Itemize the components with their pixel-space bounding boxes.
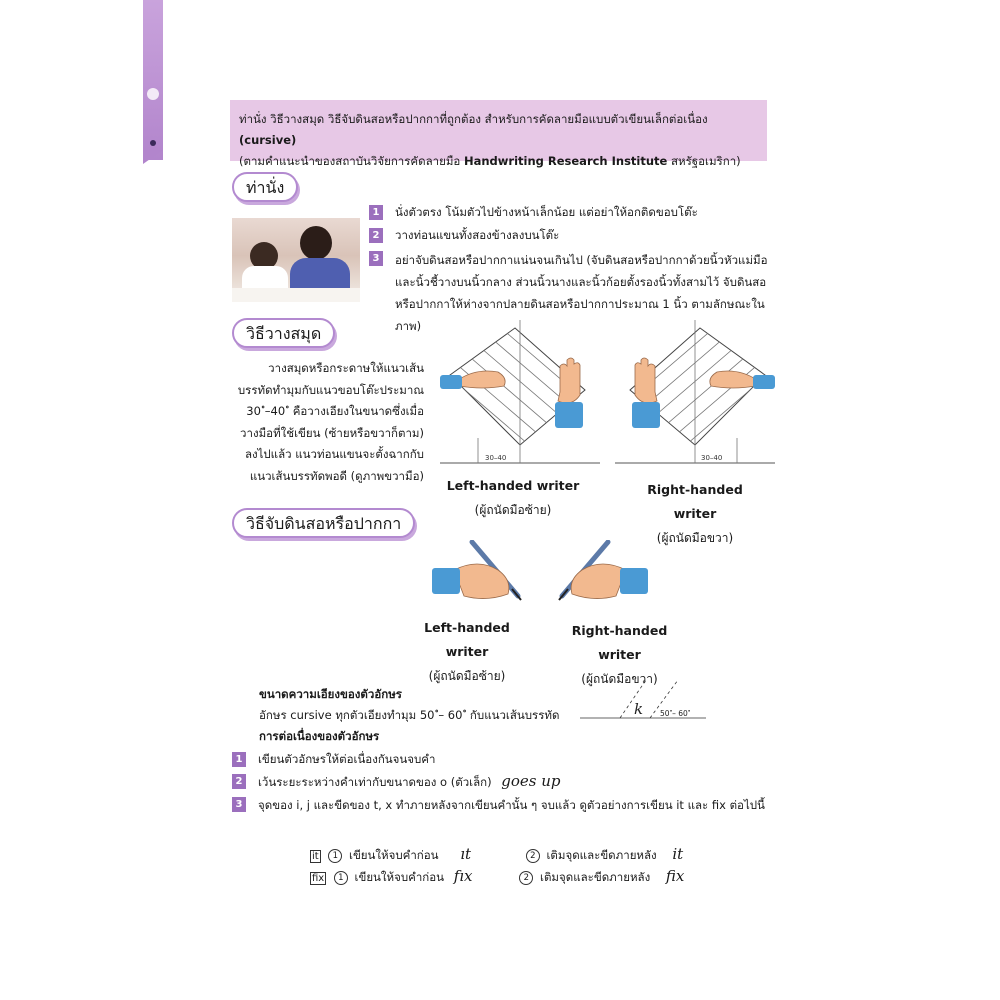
list-item — [232, 795, 772, 816]
sample-letter: k — [634, 700, 644, 718]
sleeve-left — [632, 402, 660, 428]
example-step-text: เขียนให้จบคำก่อน — [354, 870, 445, 884]
caption-en: Right-handed writer — [647, 482, 743, 521]
section-title-sitting: ท่านั่ง — [232, 172, 298, 202]
step-number: 3 — [232, 797, 246, 812]
header-line-2 — [239, 151, 758, 172]
slant-angle-diagram — [578, 676, 708, 726]
step-circle: 1 — [328, 849, 342, 863]
section-title-holding: วิธีจับดินสอหรือปากกา — [232, 508, 415, 538]
classroom-photo — [232, 218, 360, 302]
paragraph-line: วางมือที่ใช้เขียน (ซ้ายหรือขวาก็ตาม) — [240, 425, 424, 440]
step-text: วางท่อนแขนทั้งสองข้างลงบนโต๊ะ — [395, 228, 560, 242]
step-number: 1 — [232, 752, 246, 767]
cursive-example: goes up — [501, 772, 561, 790]
caption-th: (ผู้ถนัดมือซ้าย) — [474, 503, 552, 517]
left-pen-caption — [402, 616, 532, 688]
angle-label: 50 ํ– 60 ํ — [660, 709, 691, 718]
right-handed-pen-grip-diagram — [553, 540, 648, 602]
header-bold: (cursive) — [239, 133, 297, 147]
edge-tip — [143, 150, 163, 164]
header-text: (ตามคำแนะนำของสถาบันวิจัยการคัดลายมือ — [239, 154, 461, 168]
edge-dot — [150, 140, 156, 146]
step-circle: 2 — [519, 871, 533, 885]
paragraph-line: 30 ํ–40 ํ คือวางเอียงในขนาดซึ่งเมื่อ — [246, 404, 424, 418]
page-edge-tab — [143, 0, 163, 160]
caption-en: Left-handed writer — [424, 620, 510, 659]
step-text: จุดของ i, j และขีดของ t, x ทำภายหลังจากเขียนคำนั้น ๆ จบแล้ว ดูตัวอย่างการเขียน it และ fix ต่อไปนี้ — [258, 798, 765, 812]
header-box — [230, 100, 767, 168]
sleeve-left — [440, 375, 462, 389]
joining-steps — [232, 750, 772, 820]
step-text: อย่าจับดินสอหรือปากกาแน่นจนเกินไป (จับดินสอหรือปากกาด้วยนิ้วหัวแม่มือ และนิ้วชี้วางบนนิ้วกลาง ส่วนนิ้วนางและนิ้วก้อยตั้งรองนิ้วทั้งสามไว้ จับดินสอ หรือปากกาให้ห่างจากปลายดินสอหรือปากกาประมาณ 1 นิ้ว ตามลักษณะในภาพ) — [395, 253, 768, 333]
step-text: นั่งตัวตรง โน้มตัวไปข้างหน้าเล็กน้อย แต่อย่าให้อกติดขอบโต๊ะ — [395, 205, 698, 219]
header-text: สหรัฐอเมริกา) — [671, 154, 741, 168]
slant-title: ขนาดความเอียงของตัวอักษร — [259, 687, 402, 701]
caption-th: (ผู้ถนัดมือขวา) — [656, 531, 734, 545]
sleeve-right — [753, 375, 775, 389]
writing-examples — [310, 843, 684, 887]
left-handed-pen-grip-diagram — [432, 540, 527, 602]
teacher-head — [300, 226, 332, 260]
edge-dot — [147, 88, 159, 100]
step-text: เขียนตัวอักษรให้ต่อเนื่องกันจนจบคำ — [258, 752, 436, 766]
example-row-it — [310, 843, 684, 865]
list-item — [232, 750, 772, 769]
left-hand-icon — [635, 358, 657, 403]
example-word: fix — [312, 873, 325, 884]
step-number: 2 — [369, 228, 383, 243]
example-step-text: เติมจุดและขีดภายหลัง — [546, 848, 657, 862]
angle-label: 30–40 — [485, 454, 507, 462]
caption-th: (ผู้ถนัดมือซ้าย) — [428, 669, 506, 683]
step-circle: 2 — [526, 849, 540, 863]
caption-th: (ผู้ถนัดมือขวา) — [581, 672, 658, 686]
caption-en: Right-handed writer — [571, 623, 668, 662]
left-paper-caption — [443, 474, 583, 522]
step-number: 1 — [369, 205, 383, 220]
joining-title: การต่อเนื่องของตัวอักษร — [259, 729, 380, 743]
paragraph-line: บรรทัดทำมุมกับแนวขอบโต๊ะประมาณ — [237, 382, 424, 397]
paper-instructions — [232, 358, 424, 487]
slant-section — [259, 684, 589, 747]
step-circle: 1 — [334, 871, 348, 885]
example-step-text: เติมจุดและขีดภายหลัง — [540, 870, 651, 884]
header-line-1 — [239, 109, 758, 151]
sleeve — [620, 568, 648, 594]
list-item — [369, 203, 769, 222]
sleeve — [432, 568, 460, 594]
list-item — [369, 226, 769, 245]
header-bold: Handwriting Research Institute — [463, 154, 668, 168]
caption-en: Left-handed writer — [446, 478, 580, 493]
cursive-sample: it — [672, 845, 684, 863]
step-number: 3 — [369, 251, 383, 266]
step-number: 2 — [232, 774, 246, 789]
list-item — [232, 772, 772, 792]
header-text: ท่านั่ง วิธีวางสมุด วิธีจับดินสอหรือปากกาที่ถูกต้อง สำหรับการคัดลายมือแบบตัวเขียนเล็กต่อเนื่อง — [239, 112, 708, 126]
cursive-sample: ıt — [460, 845, 472, 863]
cursive-sample: fıx — [453, 867, 473, 885]
example-row-fix — [310, 865, 684, 887]
section-title-paper: วิธีวางสมุด — [232, 318, 335, 348]
right-hand-icon — [558, 358, 580, 403]
right-handed-paper-diagram — [615, 320, 775, 470]
hand-icon — [454, 564, 509, 599]
paragraph-line: วางสมุดหรือกระดาษให้แนวเส้น — [268, 361, 424, 375]
hand-icon — [571, 564, 626, 599]
step-text: เว้นระยะระหว่างคำเท่ากับขนาดของ o (ตัวเล็ก) — [258, 775, 492, 789]
desk — [232, 288, 360, 302]
cursive-sample: fix — [665, 867, 685, 885]
sleeve-right — [555, 402, 583, 428]
left-handed-paper-diagram — [440, 320, 600, 470]
example-word: it — [312, 851, 319, 862]
paragraph-line: ลงไปแล้ว แนวท่อนแขนจะตั้งฉากกับ — [244, 447, 424, 461]
slant-text: อักษร cursive ทุกตัวเอียงทำมุม 50 ํ– 60 ํ กับแนวเส้นบรรทัด — [259, 708, 560, 722]
paragraph-line: แนวเส้นบรรทัดพอดี (ดูภาพขวามือ) — [249, 468, 424, 483]
angle-label: 30–40 — [701, 454, 723, 462]
example-step-text: เขียนให้จบคำก่อน — [349, 848, 439, 862]
